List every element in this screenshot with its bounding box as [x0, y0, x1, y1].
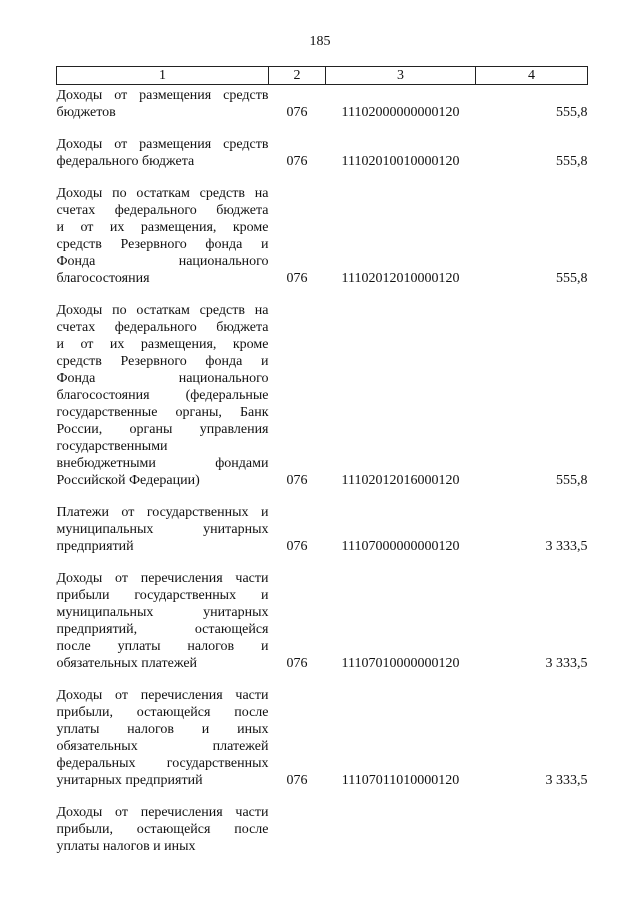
- description-line: благосостояния: [56, 271, 150, 286]
- administrator-code: [269, 804, 326, 855]
- description-line: бюджетов: [56, 105, 116, 120]
- description-line: государственные органы, Банк: [56, 405, 269, 420]
- description-line: обязательных платежей: [56, 656, 198, 671]
- column-header-3: 3: [326, 67, 476, 85]
- description-line: Доходы от перечисления части: [56, 571, 269, 586]
- column-header-4: 4: [476, 67, 588, 85]
- row-description: [57, 85, 269, 122]
- administrator-code: 076: [286, 473, 308, 488]
- description-line: Фонда национального: [56, 254, 269, 269]
- column-header-2: 2: [269, 67, 326, 85]
- administrator-code: 076: [286, 773, 308, 788]
- description-line: внебюджетными фондами: [56, 456, 269, 471]
- description-line: унитарных предприятий: [56, 773, 203, 788]
- table-row: [57, 302, 588, 489]
- revenue-table: [56, 66, 588, 855]
- row-spacer: [57, 555, 588, 570]
- description-line: обязательных платежей: [56, 739, 269, 754]
- table-header: [57, 67, 588, 85]
- amount: 555,8: [556, 154, 588, 169]
- classification-code: 11102000000000120: [341, 105, 460, 120]
- row-spacer: [57, 489, 588, 504]
- classification-code: 11102012016000120: [341, 473, 460, 488]
- table-row: [57, 136, 588, 170]
- description-line: Доходы от размещения средств: [56, 88, 269, 103]
- description-line: Фонда национального: [56, 371, 269, 386]
- classification-code: 11102010010000120: [341, 154, 460, 169]
- description-line: благосостояния (федеральные: [56, 388, 269, 403]
- description-line: Доходы от перечисления части: [56, 805, 269, 820]
- row-description: [57, 504, 269, 555]
- description-line: средств Резервного фонда и: [56, 237, 269, 252]
- description-line: Российской Федерации): [56, 473, 200, 488]
- column-header-1: 1: [57, 67, 269, 85]
- description-line: уплаты налогов и иных: [56, 722, 269, 737]
- description-line: средств Резервного фонда и: [56, 354, 269, 369]
- table-row: [57, 185, 588, 287]
- description-line: муниципальных унитарных: [56, 605, 269, 620]
- description-line: государственными: [56, 439, 168, 454]
- description-line: уплаты налогов и иных: [56, 839, 196, 854]
- administrator-code: 076: [286, 539, 308, 554]
- row-description: [57, 185, 269, 287]
- administrator-code: 076: [286, 271, 308, 286]
- description-line: прибыли государственных и: [56, 588, 269, 603]
- table-row: [57, 85, 588, 122]
- description-line: прибыли, остающейся после: [56, 822, 269, 837]
- amount: 3 333,5: [545, 539, 588, 554]
- row-description: [57, 570, 269, 672]
- description-line: прибыли, остающейся после: [56, 705, 269, 720]
- classification-code: [326, 804, 476, 855]
- description-line: федерального бюджета: [56, 154, 195, 169]
- amount: 555,8: [556, 105, 588, 120]
- description-line: предприятий, остающейся: [56, 622, 269, 637]
- description-line: федеральных государственных: [56, 756, 269, 771]
- table-body: [57, 85, 588, 856]
- table-row: [57, 687, 588, 789]
- row-spacer: [57, 287, 588, 302]
- administrator-code: 076: [286, 154, 308, 169]
- classification-code: 11102012010000120: [341, 271, 460, 286]
- description-line: и от их размещения, кроме: [56, 220, 269, 235]
- classification-code: 11107000000000120: [341, 539, 460, 554]
- description-line: Платежи от государственных и: [56, 505, 269, 520]
- amount: 555,8: [556, 271, 588, 286]
- table-row: [57, 504, 588, 555]
- row-spacer: [57, 789, 588, 804]
- row-description: [57, 302, 269, 489]
- administrator-code: 076: [286, 656, 308, 671]
- description-line: счетах федерального бюджета: [56, 203, 269, 218]
- description-line: Доходы от перечисления части: [56, 688, 269, 703]
- description-line: России, органы управления: [56, 422, 269, 437]
- row-description: [57, 687, 269, 789]
- row-description: [57, 804, 269, 855]
- description-line: Доходы по остаткам средств на: [56, 186, 269, 201]
- classification-code: 11107011010000120: [341, 773, 460, 788]
- description-line: счетах федерального бюджета: [56, 320, 269, 335]
- row-spacer: [57, 170, 588, 185]
- row-spacer: [57, 672, 588, 687]
- description-line: и от их размещения, кроме: [56, 337, 269, 352]
- classification-code: 11107010000000120: [341, 656, 460, 671]
- amount: [476, 804, 588, 855]
- description-line: Доходы по остаткам средств на: [56, 303, 269, 318]
- amount: 555,8: [556, 473, 588, 488]
- amount: 3 333,5: [545, 656, 588, 671]
- description-line: предприятий: [56, 539, 134, 554]
- page-number: 185: [309, 34, 331, 49]
- description-line: после уплаты налогов и: [56, 639, 269, 654]
- table-row: [57, 570, 588, 672]
- description-line: Доходы от размещения средств: [56, 137, 269, 152]
- row-spacer: [57, 121, 588, 136]
- amount: 3 333,5: [545, 773, 588, 788]
- administrator-code: 076: [286, 105, 308, 120]
- table-row: [57, 804, 588, 855]
- row-description: [57, 136, 269, 170]
- description-line: муниципальных унитарных: [56, 522, 269, 537]
